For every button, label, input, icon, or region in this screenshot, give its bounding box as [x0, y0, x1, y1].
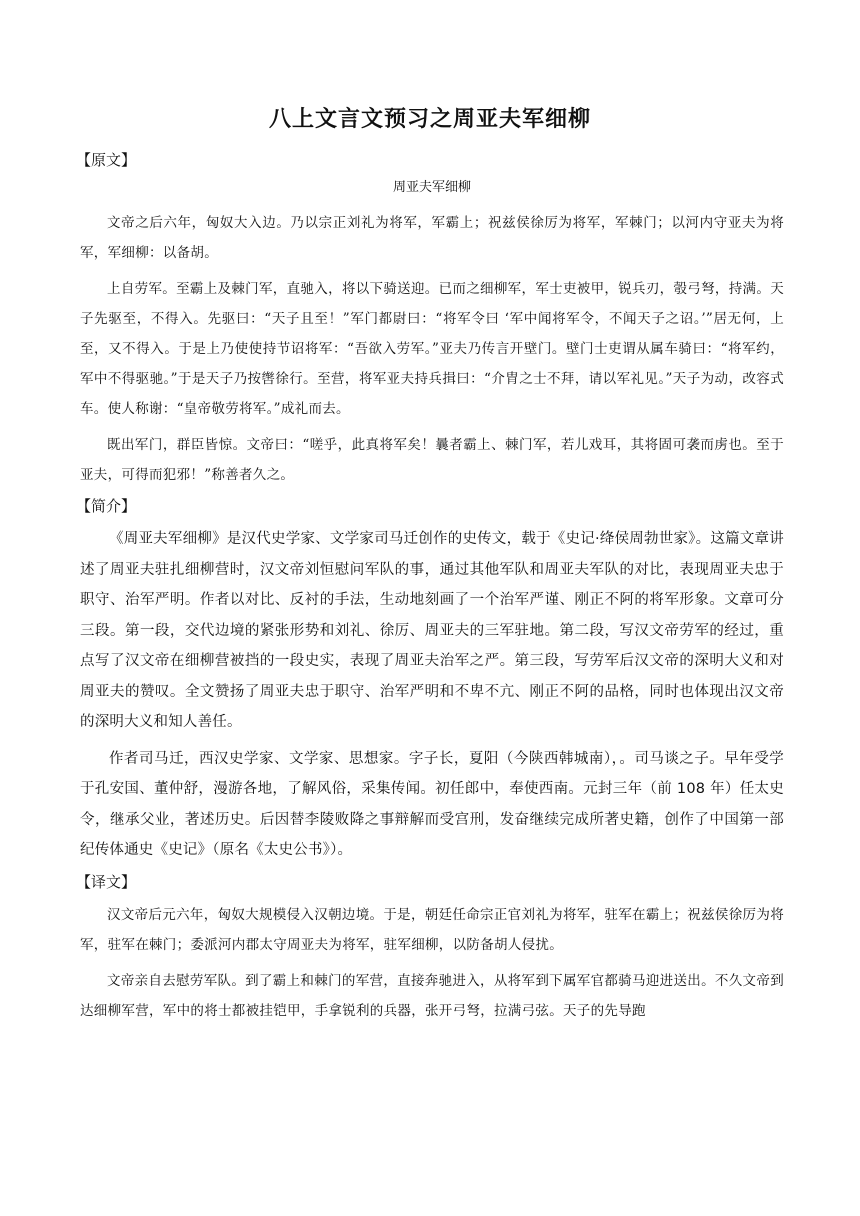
- section-heading-intro: 【简介】: [76, 497, 137, 515]
- section-heading-translation: 【译文】: [76, 872, 137, 891]
- document-body: [76, 150, 784, 1032]
- section-intro: [76, 496, 784, 866]
- section-heading-original: 【原文】: [76, 151, 137, 169]
- paragraph: 《周亚夫军细柳》是汉代史学家、文学家司马迁创作的史传文，载于《史记·绛侯周勃世家》。这篇文章讲述了周亚夫驻扎细柳营时，汉文帝刘恒慰问军队的事，通过其他军队和周亚夫军队的对比，表现周亚夫忠于职守、治军严明。作者以对比、反衬的手法，生动地刻画了一个治军严谨、刚正不阿的将军形象。文章可分三段。第一段，交代边境的紧张形势和刘礼、徐厉、周亚夫的三军驻地。第二段，写汉文帝劳军的经过，重点写了汉文帝在细柳营被挡的一段史实，表现了周亚夫治军之严。第三段，写劳军后汉文帝的深明大义和对周亚夫的赞叹。全文赞扬了周亚夫忠于职守、治军严明和不卑不亢、刚正不阿的品格，同时也体现出汉文帝的深明大义和知人善任。: [80, 531, 784, 730]
- paragraph: 既出军门，群臣皆惊。文帝曰：“嗟乎，此真将军矣！曩者霸上、棘门军，若儿戏耳，其将固可袭而虏也。至于亚夫，可得而犯邪！”称善者久之。: [80, 437, 784, 483]
- section-original: [76, 150, 784, 490]
- paragraph: 上自劳军。至霸上及棘门军，直驰入，将以下骑送迎。已而之细柳军，军士吏被甲，锐兵刃，彀弓弩，持满。天子先驱至，不得入。先驱曰：“天子且至！”军门都尉曰：“将军令曰 ‘军中闻将军令，不闻天子之诏。’”居无何，上至，又不得入。于是上乃使使持节诏将军：“吾欲入劳军。”亚夫乃传言开壁门。壁门士吏谓从属车骑曰：“将军约，军中不得驱驰。”于是天子乃按辔徐行。至营，将军亚夫持兵揖曰：“介胄之士不拜，请以军礼见。”天子为动，改容式车。使人称谢：“皇帝敬劳将军。”成礼而去。: [80, 281, 784, 417]
- paragraph: 文帝亲自去慰劳军队。到了霸上和棘门的军营，直接奔驰进入，从将军到下属军官都骑马迎进送出。不久文帝到达细柳军营，军中的将士都被挂铠甲，手拿锐利的兵器，张开弓弩，拉满弓弦。天子的先导跑: [80, 972, 784, 1019]
- document-title: 八上文言文预习之周亚夫军细柳: [268, 107, 591, 132]
- classical-text-title: 周亚夫军细柳: [392, 180, 471, 195]
- paragraph: 作者司马迁，西汉史学家、文学家、思想家。字子长，夏阳（今陕西韩城南），。司马谈之子。早年受学于孔安国、董仲舒，漫游各地，了解风俗，采集传闻。初任郎中，奉使西南。元封三年（前 108 年）任太史令，继承父业，著述历史。后因替李陵败降之事辩解而受宫刑，发奋继续完成所著史籍，创作了中国第一部纪传体通史《史记》（原名《太史公书》）。: [80, 750, 784, 858]
- paragraph: 汉文帝后元六年，匈奴大规模侵入汉朝边境。于是，朝廷任命宗正官刘礼为将军，驻军在霸上；祝兹侯徐厉为将军，驻军在棘门；委派河内郡太守周亚夫为将军，驻军细柳，以防备胡人侵扰。: [80, 906, 784, 953]
- paragraph: 文帝之后六年，匈奴大入边。乃以宗正刘礼为将军，军霸上；祝兹侯徐厉为将军，军棘门；以河内守亚夫为将军，军细柳：以备胡。: [80, 215, 784, 261]
- section-translation: [76, 872, 784, 1026]
